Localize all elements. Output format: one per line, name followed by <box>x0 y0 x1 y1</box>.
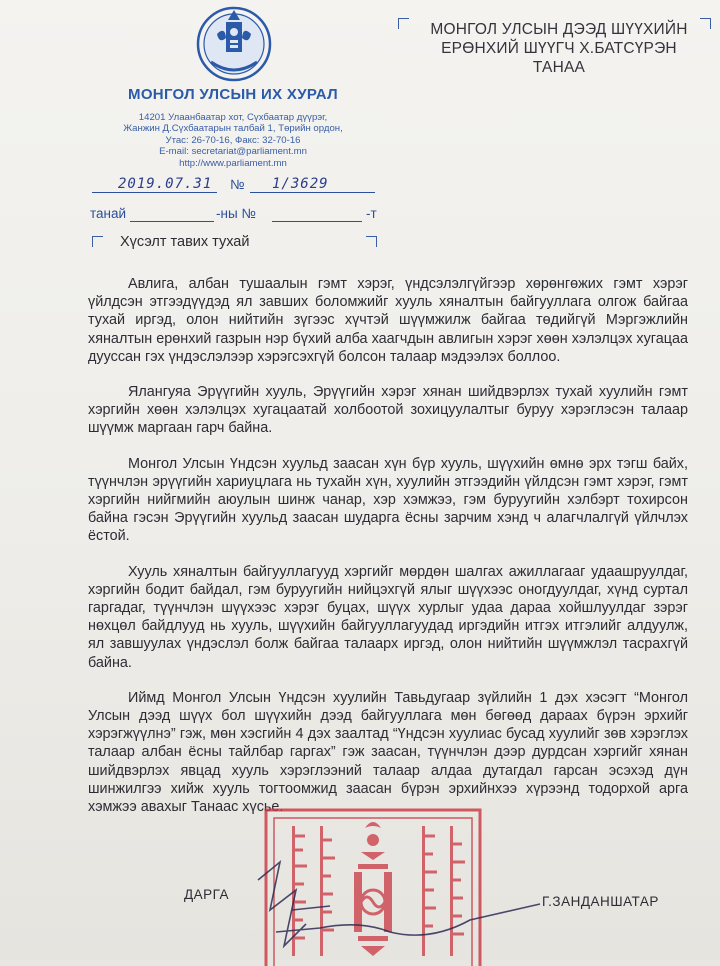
tanai-label: танай <box>90 206 127 221</box>
letter-date: 2019.07.31 <box>118 176 213 192</box>
addressee-block <box>414 20 704 77</box>
addressee-line: ЕРӨНХИЙ ШҮҮГЧ Х.БАТСҮРЭН <box>441 40 677 57</box>
email-line: E-mail: secretariat@parliament.mn <box>159 146 307 158</box>
subject-line: Хүсэлт тавих тухай <box>120 234 250 250</box>
state-emblem-icon <box>195 4 273 82</box>
addressee-corner-mark <box>398 18 409 29</box>
ny-underline <box>272 221 362 222</box>
body-paragraph: Монгол Улсын Үндсэн хуульд заасан хүн бүр хууль, шүүхийн өмнө эрх тэгш байх, түүнчлэн эрүүгийн хариуцлага нь тухайн хүн, хуулийн этгээдийн үйлдсэн гэмт хэрэг, гэмт хэргийн нийгмийн аюулын шинж чанар, хэр хэмжээ, гэм буруугийн хэлбэрт тохирсон байна гэсэн Эрүүгийн хуульд заасан шударга ёсны зарчим хэнд ч алагчлалгүй үйлчлэх ёстой. <box>88 455 688 545</box>
body-paragraph: Ялангуяа Эрүүгийн хууль, Эрүүгийн хэрэг хянан шийдвэрлэх тухай хуулийн гэмт хэргийн хөөн хэлэлцэх хугацаатай холбоотой зохицуулалтыг буруу хэрэглэсэн талаар шүүмж маргаан гарч байна. <box>88 384 688 437</box>
number-label: № <box>230 177 245 192</box>
letter-body <box>88 275 688 833</box>
letter-number: 1/3629 <box>272 176 329 192</box>
ny-label: -ны № <box>216 206 256 221</box>
subject-corner-mark <box>92 236 103 247</box>
organization-name: МОНГОЛ УЛСЫН ИХ ХУРАЛ <box>128 86 338 103</box>
phone-line: Утас: 26-70-16, Факс: 32-70-16 <box>165 134 301 146</box>
body-paragraph: Хууль хяналтын байгууллагууд хэргийг мөрдөн шалгах ажиллагааг удаашруулдаг, хэргийн бодит байдал, гэм буруугийн нийцэхгүй ялыг шүүхээс оногдуулдаг, хүнд суртал гаргадаг, түүнчлэн шүүхээс хэрэг буцах, шүүх хурлыг удаа дараа хойшлуулдаг зэрэг нөхцөл байдлууд нь хууль, шүүхийн байгууллагуудад иргэдийн итгэх итгэлийг алдуулж, ял завшуулах үндэслэл болж байгаа талаарх иргэд, олон нийтийн шүүмжлэл тасрахгүй байна. <box>88 563 688 671</box>
tanai-underline <box>130 221 214 222</box>
signatory-title: ДАРГА <box>184 887 230 902</box>
date-underline <box>92 192 217 193</box>
handwritten-signature <box>240 850 560 960</box>
body-paragraph: Иймд Монгол Улсын Үндсэн хуулийн Тавьдугаар зүйлийн 1 дэх хэсэгт “Монгол Улсын дээд шүүх бол шүүхийн дээд байгууллага мөн бөгөөд дараах бүрэн эрхийг хэрэгжүүлнэ” гэж, мөн хэсгийн 4 дэх заалтад “Үндсэн хуулиас бусад хуулийг зөв хэрэглэх талаар албан ёсны тайлбар гаргах” гэж заасан, түүнчлэн дээр дурдсан хэргийг хянан шийдвэрлэх явцад хууль хэрэглээний талаар алдаа дутагдал гарсан эсэхэд дүн шинжилгээ хийж хууль тогтоомжид заасан бүрэн эрхийнхээ хүрээнд тодорхой арга хэмжээ авахыг Танаас хүсье. <box>88 689 688 816</box>
number-underline <box>250 192 375 193</box>
t-label: -т <box>366 206 377 221</box>
signatory-name: Г.ЗАНДАНШАТАР <box>542 894 659 909</box>
addressee-line: ТАНАА <box>532 59 586 76</box>
website-line: http://www.parliament.mn <box>179 157 287 169</box>
subject-corner-mark <box>366 236 377 247</box>
body-paragraph: Авлига, албан тушаалын гэмт хэрэг, үндсэлэлгүйгээр хөрөнгөжих гэмт хэрэг үйлдсэн этгээдүүдэд ял завших боломжийг хууль хяналтын байгууллага олгож байгаа тухай иргэд, олон нийтийн зүгээс хүчтэй шүүмжилж байгаа төдийгүй Мэргэжлийн хяналтын ерөнхий газрын нэр бүхий алба хаагчдын авлигын хэрэг хөөн хэлэлцэх хугацаа дууссан гэх үндэслэлээр хэрэгсэхгүй болсон талаар мэдээлэх боллоо. <box>88 276 688 365</box>
address-line: Жанжин Д.Сүхбаатарын талбай 1, Төрийн ордон, <box>123 123 343 135</box>
address-line: 14201 Улаанбаатар хот, Сүхбаатар дүүрэг, <box>138 112 328 123</box>
addressee-line: МОНГОЛ УЛСЫН ДЭЭД ШҮҮХИЙН <box>430 21 688 38</box>
organization-address <box>112 112 354 169</box>
